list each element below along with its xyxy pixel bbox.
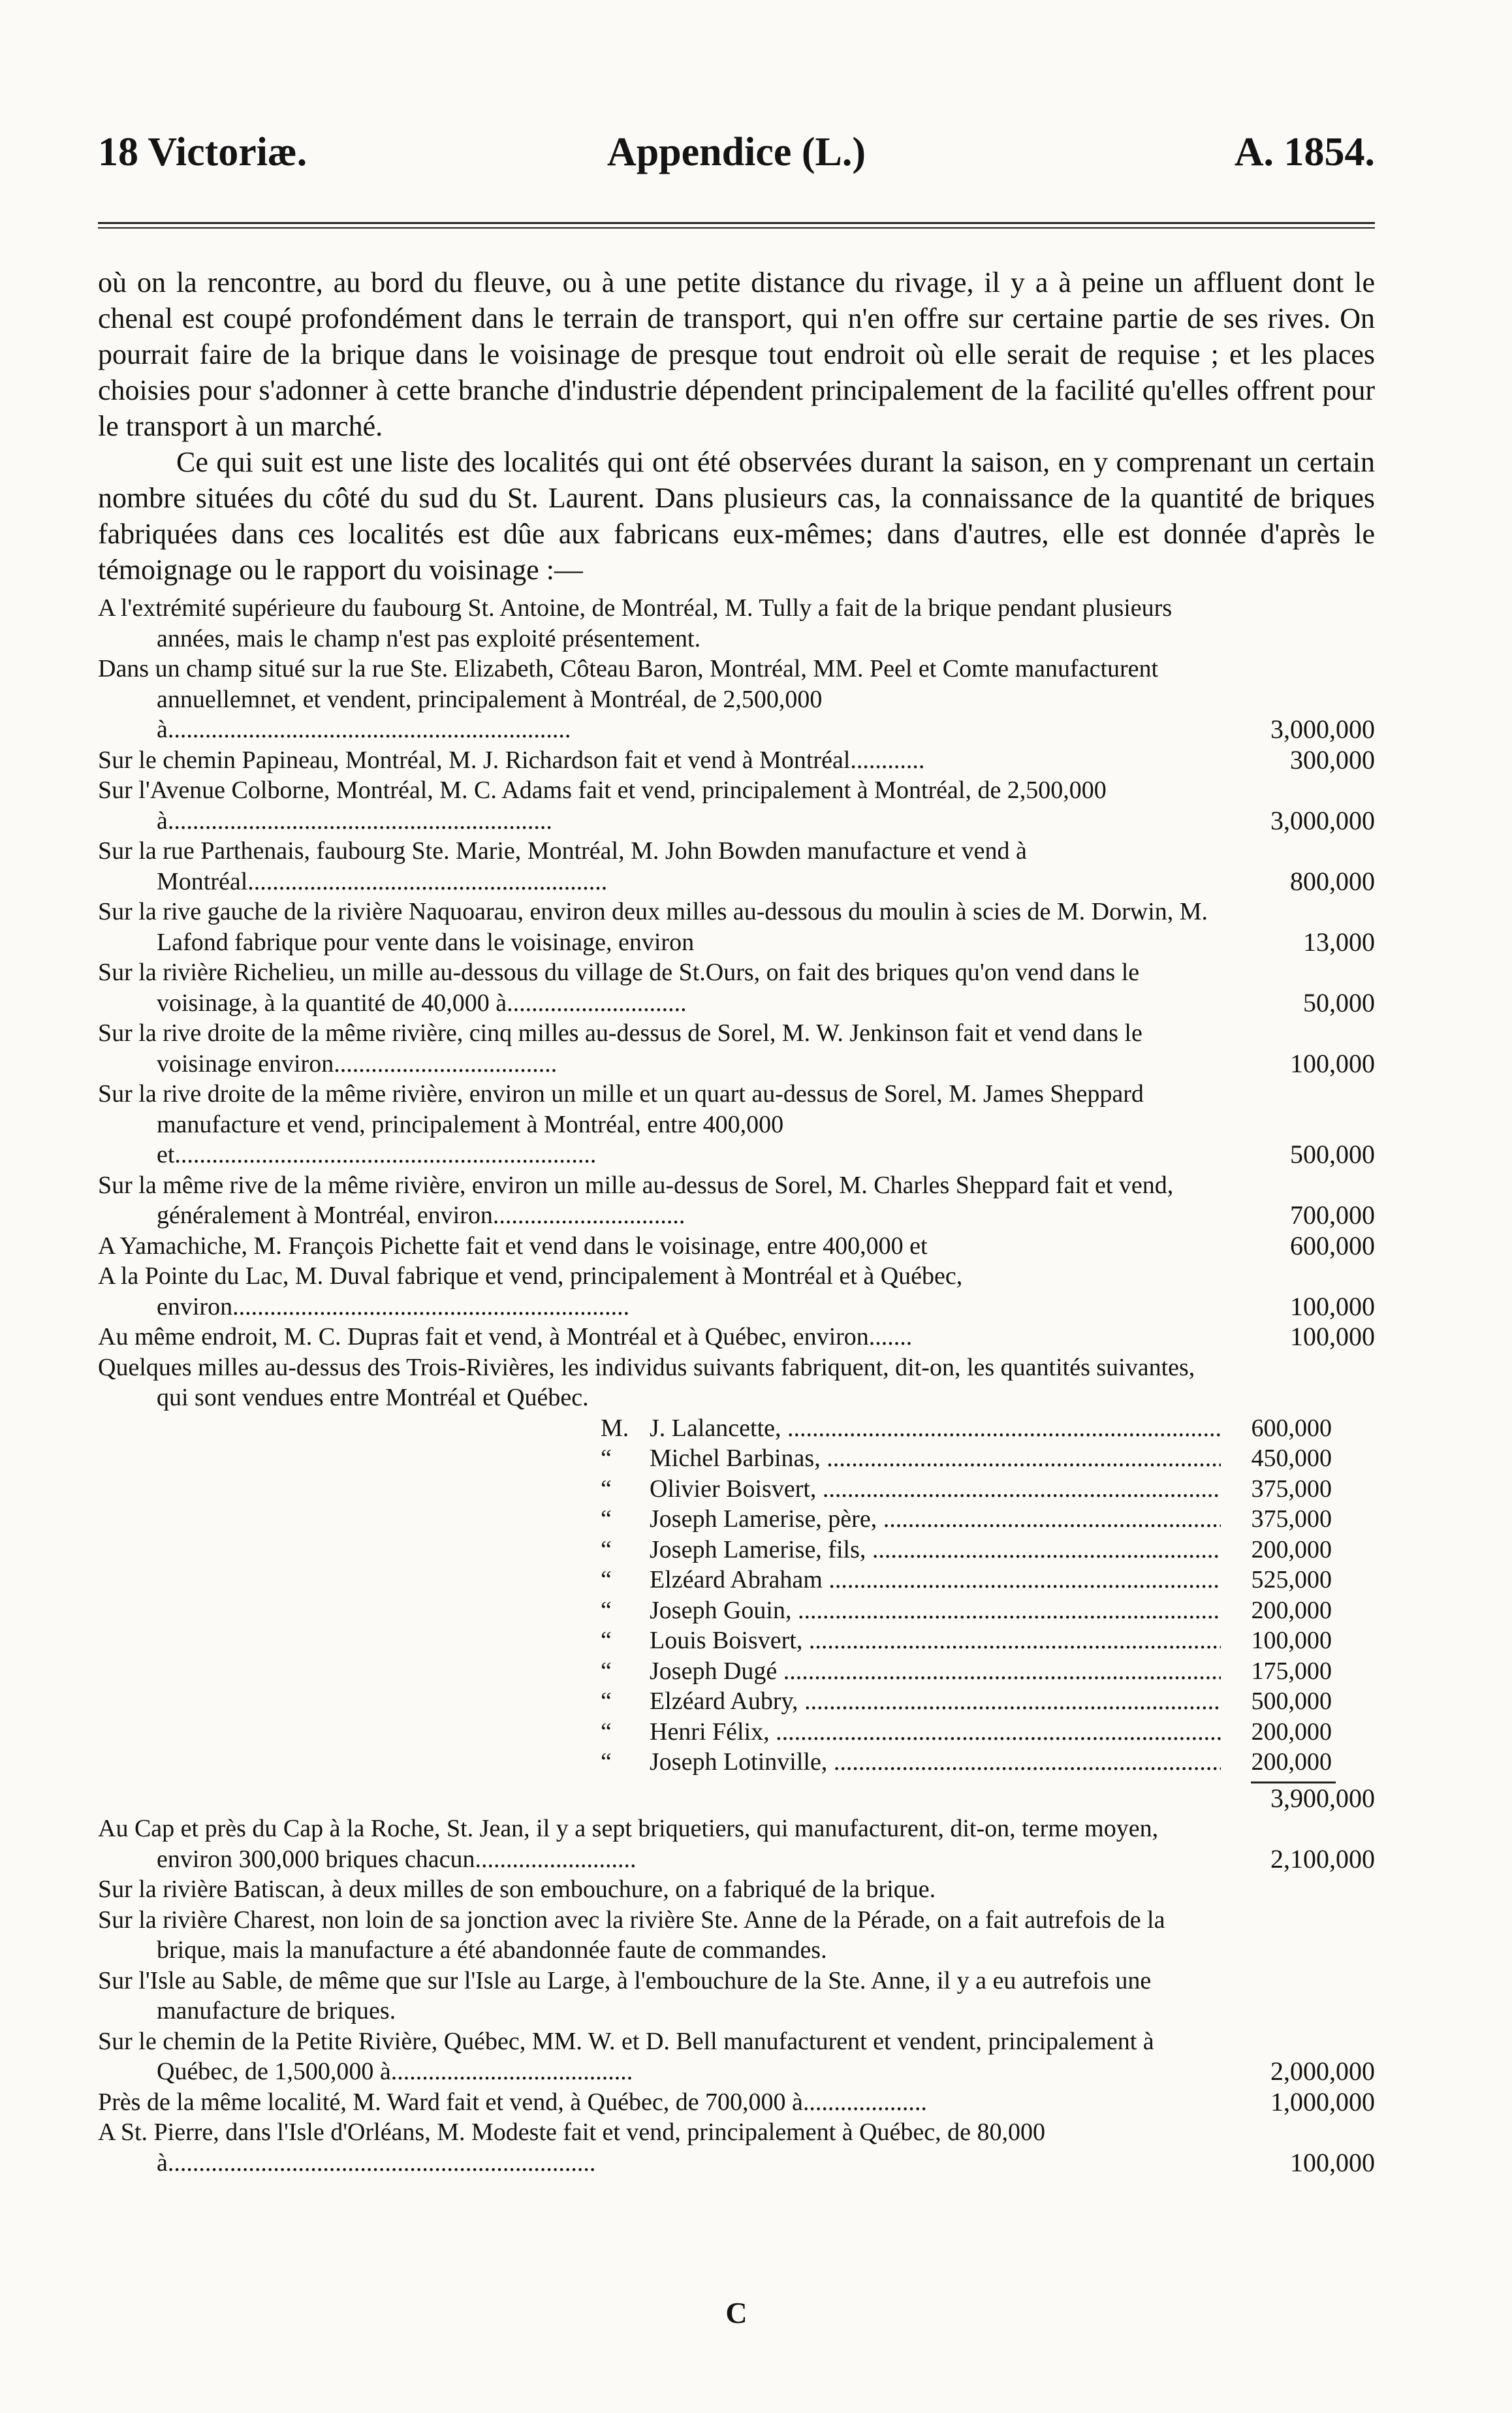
manufacturer-sublist xyxy=(601,1413,1332,1778)
entry-text: Quelques milles au-dessus des Trois-Rivières, les individus suivants fabriquent, dit-on, les quantités suivantes, qui sont vendues entre Montréal et Québec. xyxy=(98,1353,1195,1411)
entry-value: 100,000 xyxy=(1290,2147,1375,2177)
entry-text: Sur le chemin Papineau, Montréal, M. J. Richardson fait et vend à Montréal............ xyxy=(98,746,925,774)
entry-text: Sur la même rive de la même rivière, environ un mille au-dessus de Sorel, M. Charles Sheppard fait et vend, généralement à Montréal, environ............................... xyxy=(98,1171,1174,1229)
entry-value: 3,000,000 xyxy=(1270,805,1375,835)
sublist-total-row xyxy=(98,1783,1375,1814)
entry-text: Dans un champ situé sur la rue Ste. Elizabeth, Côteau Baron, Montréal, MM. Peel et Comte manufacturent annuellemnet, et vendent, principalement à Montréal, de 2,500,000 à................................................................. xyxy=(98,655,1159,743)
entry-text: Sur la rivière Charest, non loin de sa jonction avec la rivière Ste. Anne de la Pérade, on a fait autrefois de la brique, mais la manufacture a été abandonnée faute de commandes. xyxy=(98,1906,1165,1964)
list-item xyxy=(98,1352,1375,1413)
ditto-mark: “ xyxy=(601,1687,612,1715)
manufacturer-name: Henri Félix, ..... xyxy=(650,1717,1221,1748)
entry-text: Sur le chemin de la Petite Rivière, Québec, MM. W. et D. Bell manufacturent et vendent, principalement à Québec, de 1,500,000 à....................................... xyxy=(98,2027,1154,2085)
sublist-item xyxy=(601,1656,1332,1687)
manufacturer-name: Joseph Gouin, ..... xyxy=(650,1595,1221,1626)
entry-value: 13,000 xyxy=(1303,927,1375,957)
page-body xyxy=(98,264,1375,2178)
entry-value: 2,100,000 xyxy=(1270,1844,1375,1874)
ditto-mark: “ xyxy=(601,1657,612,1685)
ditto-mark: “ xyxy=(601,1445,612,1472)
list-item xyxy=(98,1079,1375,1170)
list-item xyxy=(98,1261,1375,1322)
sublist-item xyxy=(601,1535,1332,1565)
manufacturer-value: 500,000 xyxy=(1221,1686,1332,1717)
entry-text: A Yamachiche, M. François Pichette fait et vend dans le voisinage, entre 400,000 et xyxy=(98,1232,928,1260)
entry-value: 100,000 xyxy=(1290,1322,1375,1351)
list-item xyxy=(98,2117,1375,2178)
manufacturer-value: 200,000 xyxy=(1221,1535,1332,1565)
manufacturer-value: 200,000 xyxy=(1221,1717,1332,1748)
ditto-mark: “ xyxy=(601,1627,612,1654)
list-item xyxy=(98,897,1375,957)
paragraph: Ce qui suit est une liste des localités qui ont été observées durant la saison, en y comprenant un certain nombre situées du côté du sud du St. Laurent. Dans plusieurs cas, la connaissance de la quantité de briques fabriquées dans ces localités est dûe aux fabricans eux-mêmes; dans d'autres, elle est donnée d'après le témoignage ou le rapport du voisinage :— xyxy=(98,446,1375,586)
entry-value: 3,000,000 xyxy=(1270,714,1375,744)
list-item xyxy=(98,1018,1375,1079)
manufacturer-value: 525,000 xyxy=(1221,1565,1332,1595)
manufacturer-name: Elzéard Aubry, ..... xyxy=(650,1686,1221,1717)
manufacturer-name: Joseph Lotinville, ..... xyxy=(650,1747,1221,1778)
sublist-item xyxy=(601,1625,1332,1656)
entry-text: A la Pointe du Lac, M. Duval fabrique et vend, principalement à Montréal et à Québec, environ................................................................ xyxy=(98,1262,963,1320)
paragraph: où on la rencontre, au bord du fleuve, ou à une petite distance du rivage, il y a à peine un affluent dont le chenal est coupé profondément dans le terrain de transport, qui n'en offre sur certaine partie de ses rives. On pourrait faire de la brique dans le voisinage de presque tout endroit où elle serait de requise ; et les places choisies pour s'adonner à cette branche d'industrie dépendent principalement de la facilité qu'elles offrent pour le transport à un marché. xyxy=(98,266,1375,442)
entry-value: 500,000 xyxy=(1290,1140,1375,1169)
manufacturer-name: Elzéard Abraham ..... xyxy=(650,1565,1221,1595)
sublist-item xyxy=(601,1686,1332,1717)
ditto-mark: “ xyxy=(601,1596,612,1624)
manufacturer-value: 200,000 xyxy=(1221,1595,1332,1626)
entry-value: 700,000 xyxy=(1290,1200,1375,1230)
ditto-mark: M. xyxy=(601,1414,629,1442)
list-item xyxy=(98,745,1375,776)
manufacturer-name: Michel Barbinas, ..... xyxy=(650,1443,1221,1474)
entry-value: 1,000,000 xyxy=(1270,2086,1375,2117)
sublist-item xyxy=(601,1565,1332,1595)
manufacturer-name: Joseph Dugé ..... xyxy=(650,1656,1221,1687)
entry-text: Sur la rivière Richelieu, un mille au-dessous du village de St.Ours, on fait des briques qu'on vend dans le voisinage, à la quantité de 40,000 à............................. xyxy=(98,959,1140,1017)
manufacturer-name: J. Lalancette, ..... xyxy=(650,1413,1221,1444)
manufacturer-value: 450,000 xyxy=(1221,1443,1332,1474)
entry-text: Sur la rive gauche de la rivière Naquoarau, environ deux milles au-dessous du moulin à scies de M. Dorwin, M. Lafond fabrique pour vente dans le voisinage, environ xyxy=(98,898,1208,956)
sublist-item xyxy=(601,1504,1332,1535)
entry-text: Au Cap et près du Cap à la Roche, St. Jean, il y a sept briquetiers, qui manufacturent, dit-on, terme moyen, environ 300,000 briques chacun.......................... xyxy=(98,1815,1159,1873)
list-item xyxy=(98,1231,1375,1262)
entry-text: A l'extrémité supérieure du faubourg St. Antoine, de Montréal, M. Tully a fait de la brique pendant plusieurs années, mais le champ n'est pas exploité présentement. xyxy=(98,594,1173,652)
header-center: Appendice (L.) xyxy=(606,130,866,174)
manufacturer-name: Olivier Boisvert, ..... xyxy=(650,1474,1221,1505)
list-item xyxy=(98,1170,1375,1231)
ditto-mark: “ xyxy=(601,1535,612,1563)
list-item xyxy=(98,654,1375,745)
header-right: A. 1854. xyxy=(1234,130,1375,174)
entry-value: 50,000 xyxy=(1303,987,1375,1017)
entry-value: 800,000 xyxy=(1290,866,1375,896)
entry-value: 600,000 xyxy=(1290,1230,1375,1260)
sublist-item xyxy=(601,1474,1332,1505)
sublist-total: 3,900,000 xyxy=(1270,1783,1375,1813)
manufacturer-value: 375,000 xyxy=(1221,1504,1332,1535)
ditto-mark: “ xyxy=(601,1748,612,1776)
manufacturer-name: Joseph Lamerise, père, ..... xyxy=(650,1504,1221,1535)
list-item xyxy=(98,593,1375,654)
list-item xyxy=(98,957,1375,1018)
entry-value: 2,000,000 xyxy=(1270,2056,1375,2086)
entry-text: Sur l'Isle au Sable, de même que sur l'Isle au Large, à l'embouchure de la Ste. Anne, il y a eu autrefois une manufacture de briques. xyxy=(98,1966,1152,2024)
entry-text: Au même endroit, M. C. Dupras fait et vend, à Montréal et à Québec, environ....... xyxy=(98,1323,913,1350)
entry-text: Sur la rue Parthenais, faubourg Ste. Marie, Montréal, M. John Bowden manufacture et vend à Montréal.......................................................... xyxy=(98,837,1027,895)
manufacturer-value: 600,000 xyxy=(1221,1413,1332,1444)
locality-list xyxy=(98,593,1375,2178)
list-item xyxy=(98,1905,1375,1966)
entry-value: 300,000 xyxy=(1290,744,1375,775)
list-item xyxy=(98,1874,1375,1905)
ditto-mark: “ xyxy=(601,1475,612,1503)
entry-text: A St. Pierre, dans l'Isle d'Orléans, M. Modeste fait et vend, principalement à Québec, de 80,000 à..................................................................... xyxy=(98,2118,1045,2177)
ditto-mark: “ xyxy=(601,1566,612,1593)
list-item xyxy=(98,2026,1375,2087)
page-header xyxy=(98,129,1375,182)
sublist-total-row xyxy=(98,1778,1375,1783)
sublist-item xyxy=(601,1443,1332,1474)
entry-text: Sur la rive droite de la même rivière, environ un mille et un quart au-dessus de Sorel, M. James Sheppard manufacture et vend, principalement à Montréal, entre 400,000 et.................................................................... xyxy=(98,1080,1144,1168)
list-item xyxy=(98,1814,1375,1874)
entry-value: 100,000 xyxy=(1290,1291,1375,1321)
list-item xyxy=(98,1966,1375,2026)
manufacturer-name: Joseph Lamerise, fils, ..... xyxy=(650,1535,1221,1565)
sublist-item xyxy=(601,1595,1332,1626)
header-rule-thin xyxy=(98,227,1375,229)
entry-value: 100,000 xyxy=(1290,1048,1375,1078)
list-item xyxy=(98,1322,1375,1352)
manufacturer-value: 100,000 xyxy=(1221,1625,1332,1656)
list-item xyxy=(98,775,1375,836)
header-left: 18 Victoriæ. xyxy=(98,130,307,174)
manufacturer-value: 375,000 xyxy=(1221,1474,1332,1505)
manufacturer-name: Louis Boisvert, ..... xyxy=(650,1625,1221,1656)
signature-mark: C xyxy=(725,2296,748,2329)
header-rule xyxy=(98,222,1375,224)
entry-text: Sur la rive droite de la même rivière, cinq milles au-dessus de Sorel, M. W. Jenkinson fait et vend dans le voisinage environ.................................... xyxy=(98,1019,1142,1078)
ditto-mark: “ xyxy=(601,1718,612,1746)
sublist-item xyxy=(601,1717,1332,1748)
list-item xyxy=(98,836,1375,897)
manufacturer-value: 200,000 xyxy=(1221,1747,1332,1778)
sublist-item xyxy=(601,1413,1332,1444)
sublist-item xyxy=(601,1747,1332,1778)
entry-text: Sur la rivière Batiscan, à deux milles de son embouchure, on a fabriqué de la brique. xyxy=(98,1876,936,1903)
manufacturer-value: 175,000 xyxy=(1221,1656,1332,1687)
ditto-mark: “ xyxy=(601,1505,612,1533)
entry-text: Sur l'Avenue Colborne, Montréal, M. C. Adams fait et vend, principalement à Montréal, de 2,500,000 à.............................................................. xyxy=(98,776,1107,835)
entry-text: Près de la même localité, M. Ward fait et vend, à Québec, de 700,000 à.................... xyxy=(98,2088,927,2116)
list-item xyxy=(98,2087,1375,2118)
